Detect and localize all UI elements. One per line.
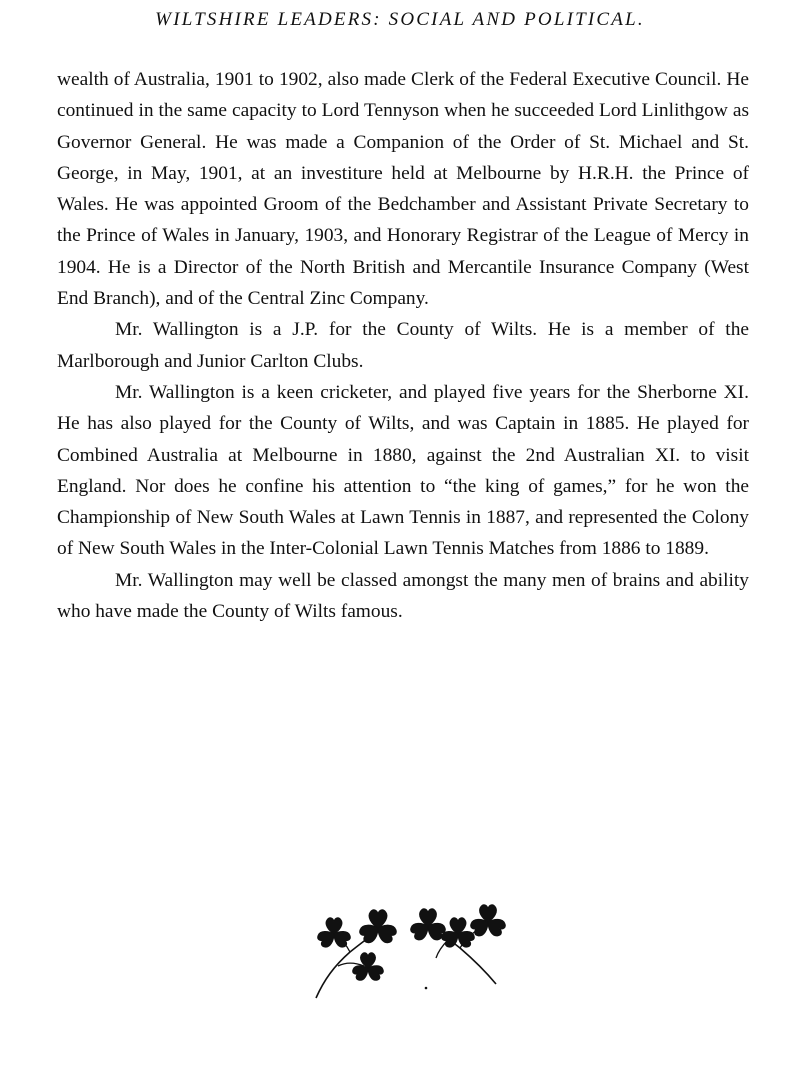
paragraph-jp: Mr. Wallington is a J.P. for the County of Wilts. He is a member of the Marlborough and Junior Carlton Clubs. — [57, 319, 749, 372]
running-head: WILTSHIRE LEADERS: SOCIAL AND POLITICAL. — [155, 9, 645, 30]
paragraph-closing: Mr. Wallington may well be classed amongst the many men of brains and ability who have made the County of Wilts famous. — [57, 569, 749, 623]
paragraph-cricket: Mr. Wallington is a keen cricketer, and played five years for the Sherborne XI. He has also played for the County of Wilts, and was Captain in 1885. He played for Combined Australia at Melbourne in 1880, against the 2nd Australian XI. to visit England. Nor does he confine his attention to “the king of games,” for he won the Championship of New South Wales at Lawn Tennis in 1887, and represented the Colony of New South Wales in the Inter-Colonial Lawn Tennis Matches from 1886 to 1889. — [57, 381, 749, 560]
paragraph-continued: wealth of Australia, 1901 to 1902, also made Clerk of the Federal Executive Council. He continued in the same capacity to Lord Tennyson when he succeeded Lord Linlithgow as Governor General. He was made a Companion of the Order of St. Michael and St. George, in May, 1901, at an investiture held at Melbourne by H.R.H. the Prince of Wales. He was appointed Groom of the Bedchamber and Assistant Private Secretary to the Prince of Wales in January, 1903, and Honorary Registrar of the League of Mercy in 1904. He is a Director of the North British and Mercantile Insurance Company (West End Branch), and of the Central Zinc Company. — [57, 69, 749, 310]
body-text — [57, 64, 749, 627]
shamrock-sprigs-icon — [310, 902, 510, 1002]
